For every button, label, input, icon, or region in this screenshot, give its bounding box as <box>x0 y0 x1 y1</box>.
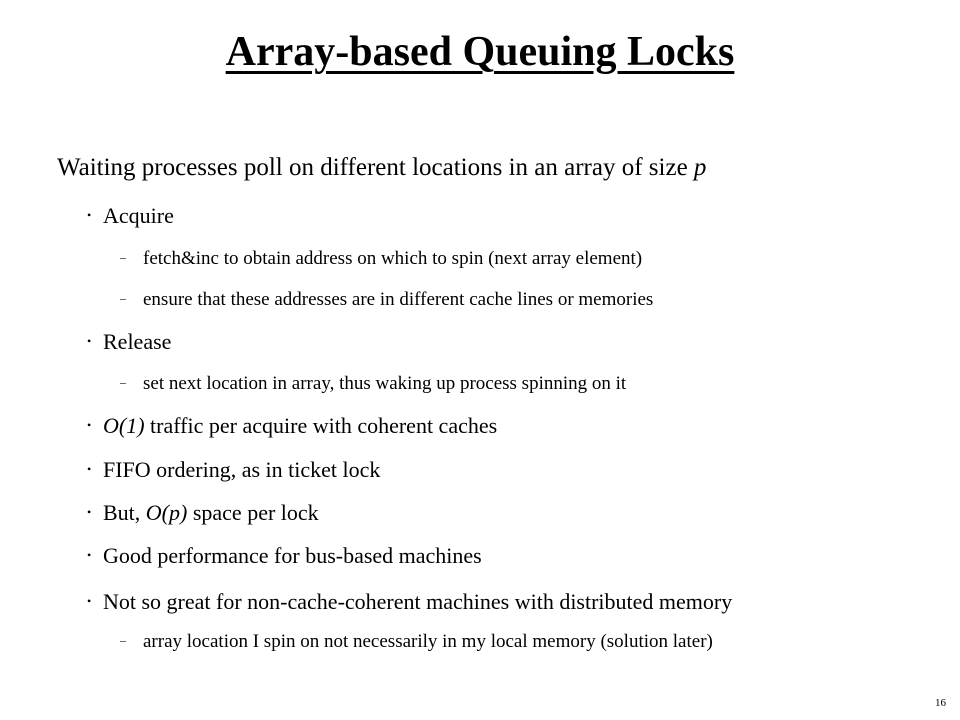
bullet-acquire-label: Acquire <box>103 203 174 228</box>
intro-line <box>57 154 706 182</box>
subitem-next-location <box>120 373 626 395</box>
subitem-cache-lines <box>120 289 653 311</box>
dash-icon: – <box>120 291 126 305</box>
intro-text: Waiting processes poll on different locations in an array of size <box>57 154 694 181</box>
traffic-complexity: O(1) <box>103 413 145 438</box>
bullet-icon: • <box>87 505 92 519</box>
bullet-performance <box>87 543 482 569</box>
bullet-space <box>87 500 319 526</box>
subitem-local-memory-text: array location I spin on not necessarily in my local memory (solution later) <box>143 631 713 652</box>
bullet-fifo <box>87 457 380 483</box>
bullet-noncoherent <box>87 589 732 615</box>
bullet-icon: • <box>87 548 92 562</box>
dash-icon: – <box>120 633 126 647</box>
slide-title: Array-based Queuing Locks <box>225 29 735 75</box>
bullet-fifo-text: FIFO ordering, as in ticket lock <box>103 457 381 482</box>
bullet-icon: • <box>87 418 92 432</box>
subitem-fetch-inc-text: fetch&inc to obtain address on which to spin (next array element) <box>143 248 643 269</box>
traffic-text: traffic per acquire with coherent caches <box>144 413 498 438</box>
space-post: space per lock <box>187 500 319 525</box>
bullet-acquire <box>87 203 174 229</box>
bullet-icon: • <box>87 462 92 476</box>
space-pre: But, <box>103 500 146 525</box>
bullet-release-label: Release <box>103 329 172 354</box>
bullet-performance-text: Good performance for bus-based machines <box>103 543 482 568</box>
bullet-noncoherent-text: Not so great for non-cache-coherent machines with distributed memory <box>103 589 733 614</box>
dash-icon: – <box>120 250 126 264</box>
dash-icon: – <box>120 375 126 389</box>
subitem-fetch-inc <box>120 248 642 270</box>
bullet-icon: • <box>87 594 92 608</box>
bullet-icon: • <box>87 208 92 222</box>
intro-variable: p <box>693 154 707 181</box>
bullet-icon: • <box>87 334 92 348</box>
space-complexity: O(p) <box>145 500 188 525</box>
subitem-local-memory <box>120 631 713 653</box>
page-number: 16 <box>935 697 946 709</box>
bullet-release <box>87 329 171 355</box>
subitem-next-location-text: set next location in array, thus waking up process spinning on it <box>143 373 627 394</box>
bullet-traffic <box>87 413 497 439</box>
subitem-cache-lines-text: ensure that these addresses are in different cache lines or memories <box>143 289 654 310</box>
